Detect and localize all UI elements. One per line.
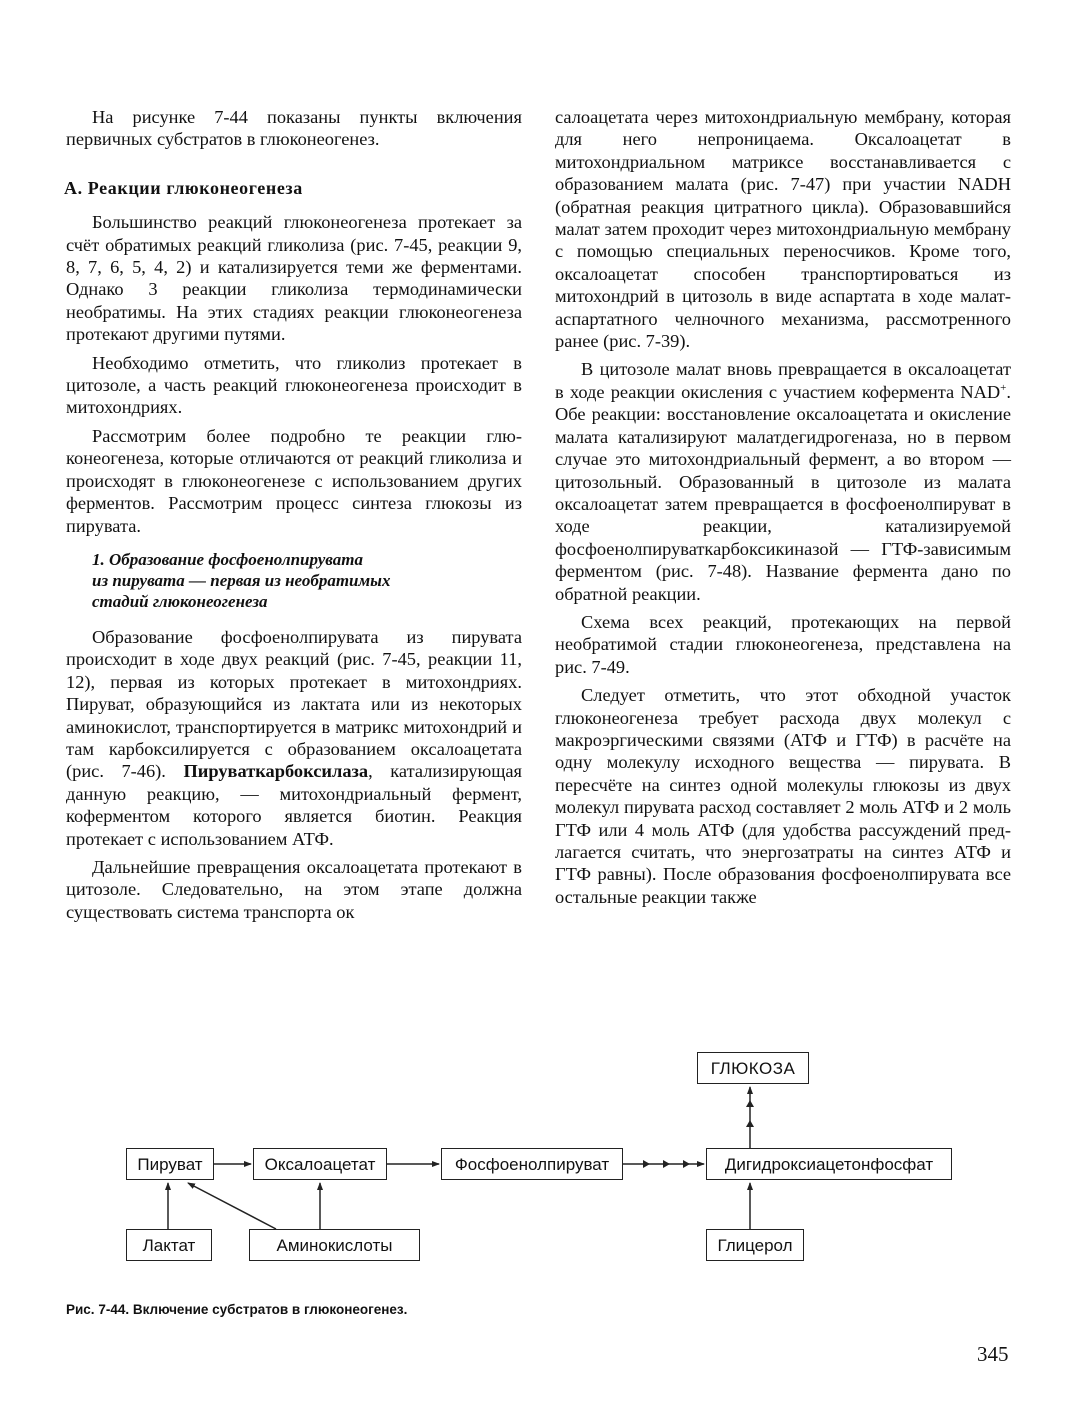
box-oxaloacetate: Оксалоацетат (253, 1148, 387, 1180)
paragraph-text: В цитозоле малат вновь превращается в оксалоацетат в ходе реакции окисления с участием кофермента NAD (555, 359, 1011, 402)
paragraph-text: . Обе реакции: восстановление оксалоацетата и окисление малата катализируют малатдегидрогеназа, но в первом случае это митохондриальный фермент, а во втором — цитозольный. Образованный в цитозоле из малата оксалоацетат затем превращается в фосфоенолпируват в ходе реакции, катализируемой фосфоенолпируваткарбоксикиназой — ГТФ-зависимым ферментом (рис. 7-48). Название фермента дано по обратной реакции. (555, 381, 1011, 604)
left-column (66, 106, 522, 929)
arrow-aminoacids-pyruvate (188, 1183, 276, 1229)
box-amino-acids: Аминокислоты (249, 1229, 420, 1261)
paragraph: Рассмотрим более подробно те реакции глюконеогенеза, которые отличаются от реакций гликолиза и происходят в глюконеогенезе с использованием других ферментов. Рассмотрим процесс синтеза глюкозы из пирувата. (66, 425, 522, 536)
paragraph-text: Образование фосфоенолпирувата из пирувата происходит в ходе двух реакций (рис. 7-45, реакции 11, 12), первая из которых протекает в митохондриях. Пируват, образующийся из лактата или из некоторых аминокислот, транспортируется в матрикс митохондрий и там карбоксилируется с образованием оксалоацетата (рис. 7-46). (66, 626, 522, 782)
subsection-heading-line: из пирувата — первая из необратимых (92, 570, 391, 590)
paragraph: Необходимо отметить, что гликолиз протекает в цитозоле, а часть реакций глюконеогенеза происходит в митохондриях. (66, 352, 522, 418)
paragraph: Дальнейшие превращения оксалоацетата протекают в цитозоле. Следовательно, на этом этапе должна существовать система транспорта ок (66, 856, 522, 922)
paragraph-text: , катализирующая данную реакцию, — митохондриальный фермент, коферментом которого является биотин. Реакция протекает с использованием АТФ. (66, 761, 522, 849)
box-pyruvate: Пируват (126, 1148, 214, 1180)
paragraph: Большинство реакций глюконеогенеза протекает за счёт обратимых реакций гликолиза (рис. 7-45, реакции 9, 8, 7, 6, 5, 4, 2) и катализируется теми же ферментами. Однако 3 реакции гликолиза термодинамически необратимы. На этих стадиях реакции глюконеогенеза протекают другими путями. (66, 212, 522, 345)
box-glycerol: Глицерол (706, 1229, 804, 1261)
page-number: 345 (977, 1342, 1009, 1366)
box-glucose: ГЛЮКОЗА (697, 1052, 809, 1084)
paragraph-continued: салоацетата через митохондриальную мембрану, которая для него непроницаема. Оксалоацетат в митохондриальном матриксе восстанавливается с образованием малата (рис. 7-47) при участии NADH (обратная реакция цитратного цикла). Образовавшийся малат затем проходит через митохондриальную мембрану с помощью специальных переносчиков. Кроме того, оксалоацетат способен транспортироваться из митохондрий в цитозоль в виде аспартата в ходе малат-аспартатного челночного механизма, рассмотренного ранее (рис. 7-39). (555, 107, 1011, 352)
subsection-heading-line: 1. Образование фосфоенолпирувата (92, 549, 364, 569)
paragraph: Следует отметить, что этот обходной участок глюконеогенеза требует расхода двух молекул с макроэргическими связями (АТФ и ГТФ) в расчёте на одну молекулу исходного вещества — пирувата. В пересчёте на синтез одной молекулы глюкозы из двух молекул пирувата расход составляет 2 моль АТФ и 2 моль ГТФ или 4 моль АТФ (для удобства рассуждений предлагается считать, что энергозатраты на синтез АТФ и ГТФ равны). После образования фосфоенолпирувата все остальные реакции также (555, 685, 1011, 907)
paragraph: Схема всех реакций, протекающих на первой необратимой стадии глюконеогенеза, представлена на рис. 7-49. (555, 611, 1011, 677)
right-column (555, 106, 1011, 914)
superscript: + (1000, 381, 1007, 394)
arrow-pep-dhap-multistep (623, 1160, 704, 1168)
section-heading: А. Реакции глюконеогенеза (64, 177, 303, 198)
paragraph (555, 358, 1011, 604)
figure-caption: Рис. 7-44. Включение субстратов в глюконеогенез. (66, 1302, 408, 1317)
subsection-heading-line: стадий глюконеогенеза (92, 591, 268, 611)
paragraph (66, 626, 522, 850)
gluconeogenesis-diagram (0, 1035, 1077, 1295)
box-lactate: Лактат (126, 1229, 212, 1261)
box-phosphoenolpyruvate: Фосфоенолпируват (441, 1148, 623, 1180)
term-pyruvate-carboxylase: Пируваткарбоксилаза (183, 761, 369, 782)
arrow-dhap-glucose-multistep (746, 1087, 754, 1148)
intro-paragraph: На рисунке 7-44 показаны пункты включения первичных субстратов в глюконеогенез. (66, 107, 522, 150)
subsection-heading (92, 549, 522, 612)
box-dihydroxyacetone-phosphate: Дигидроксиацетонфосфат (706, 1148, 952, 1180)
